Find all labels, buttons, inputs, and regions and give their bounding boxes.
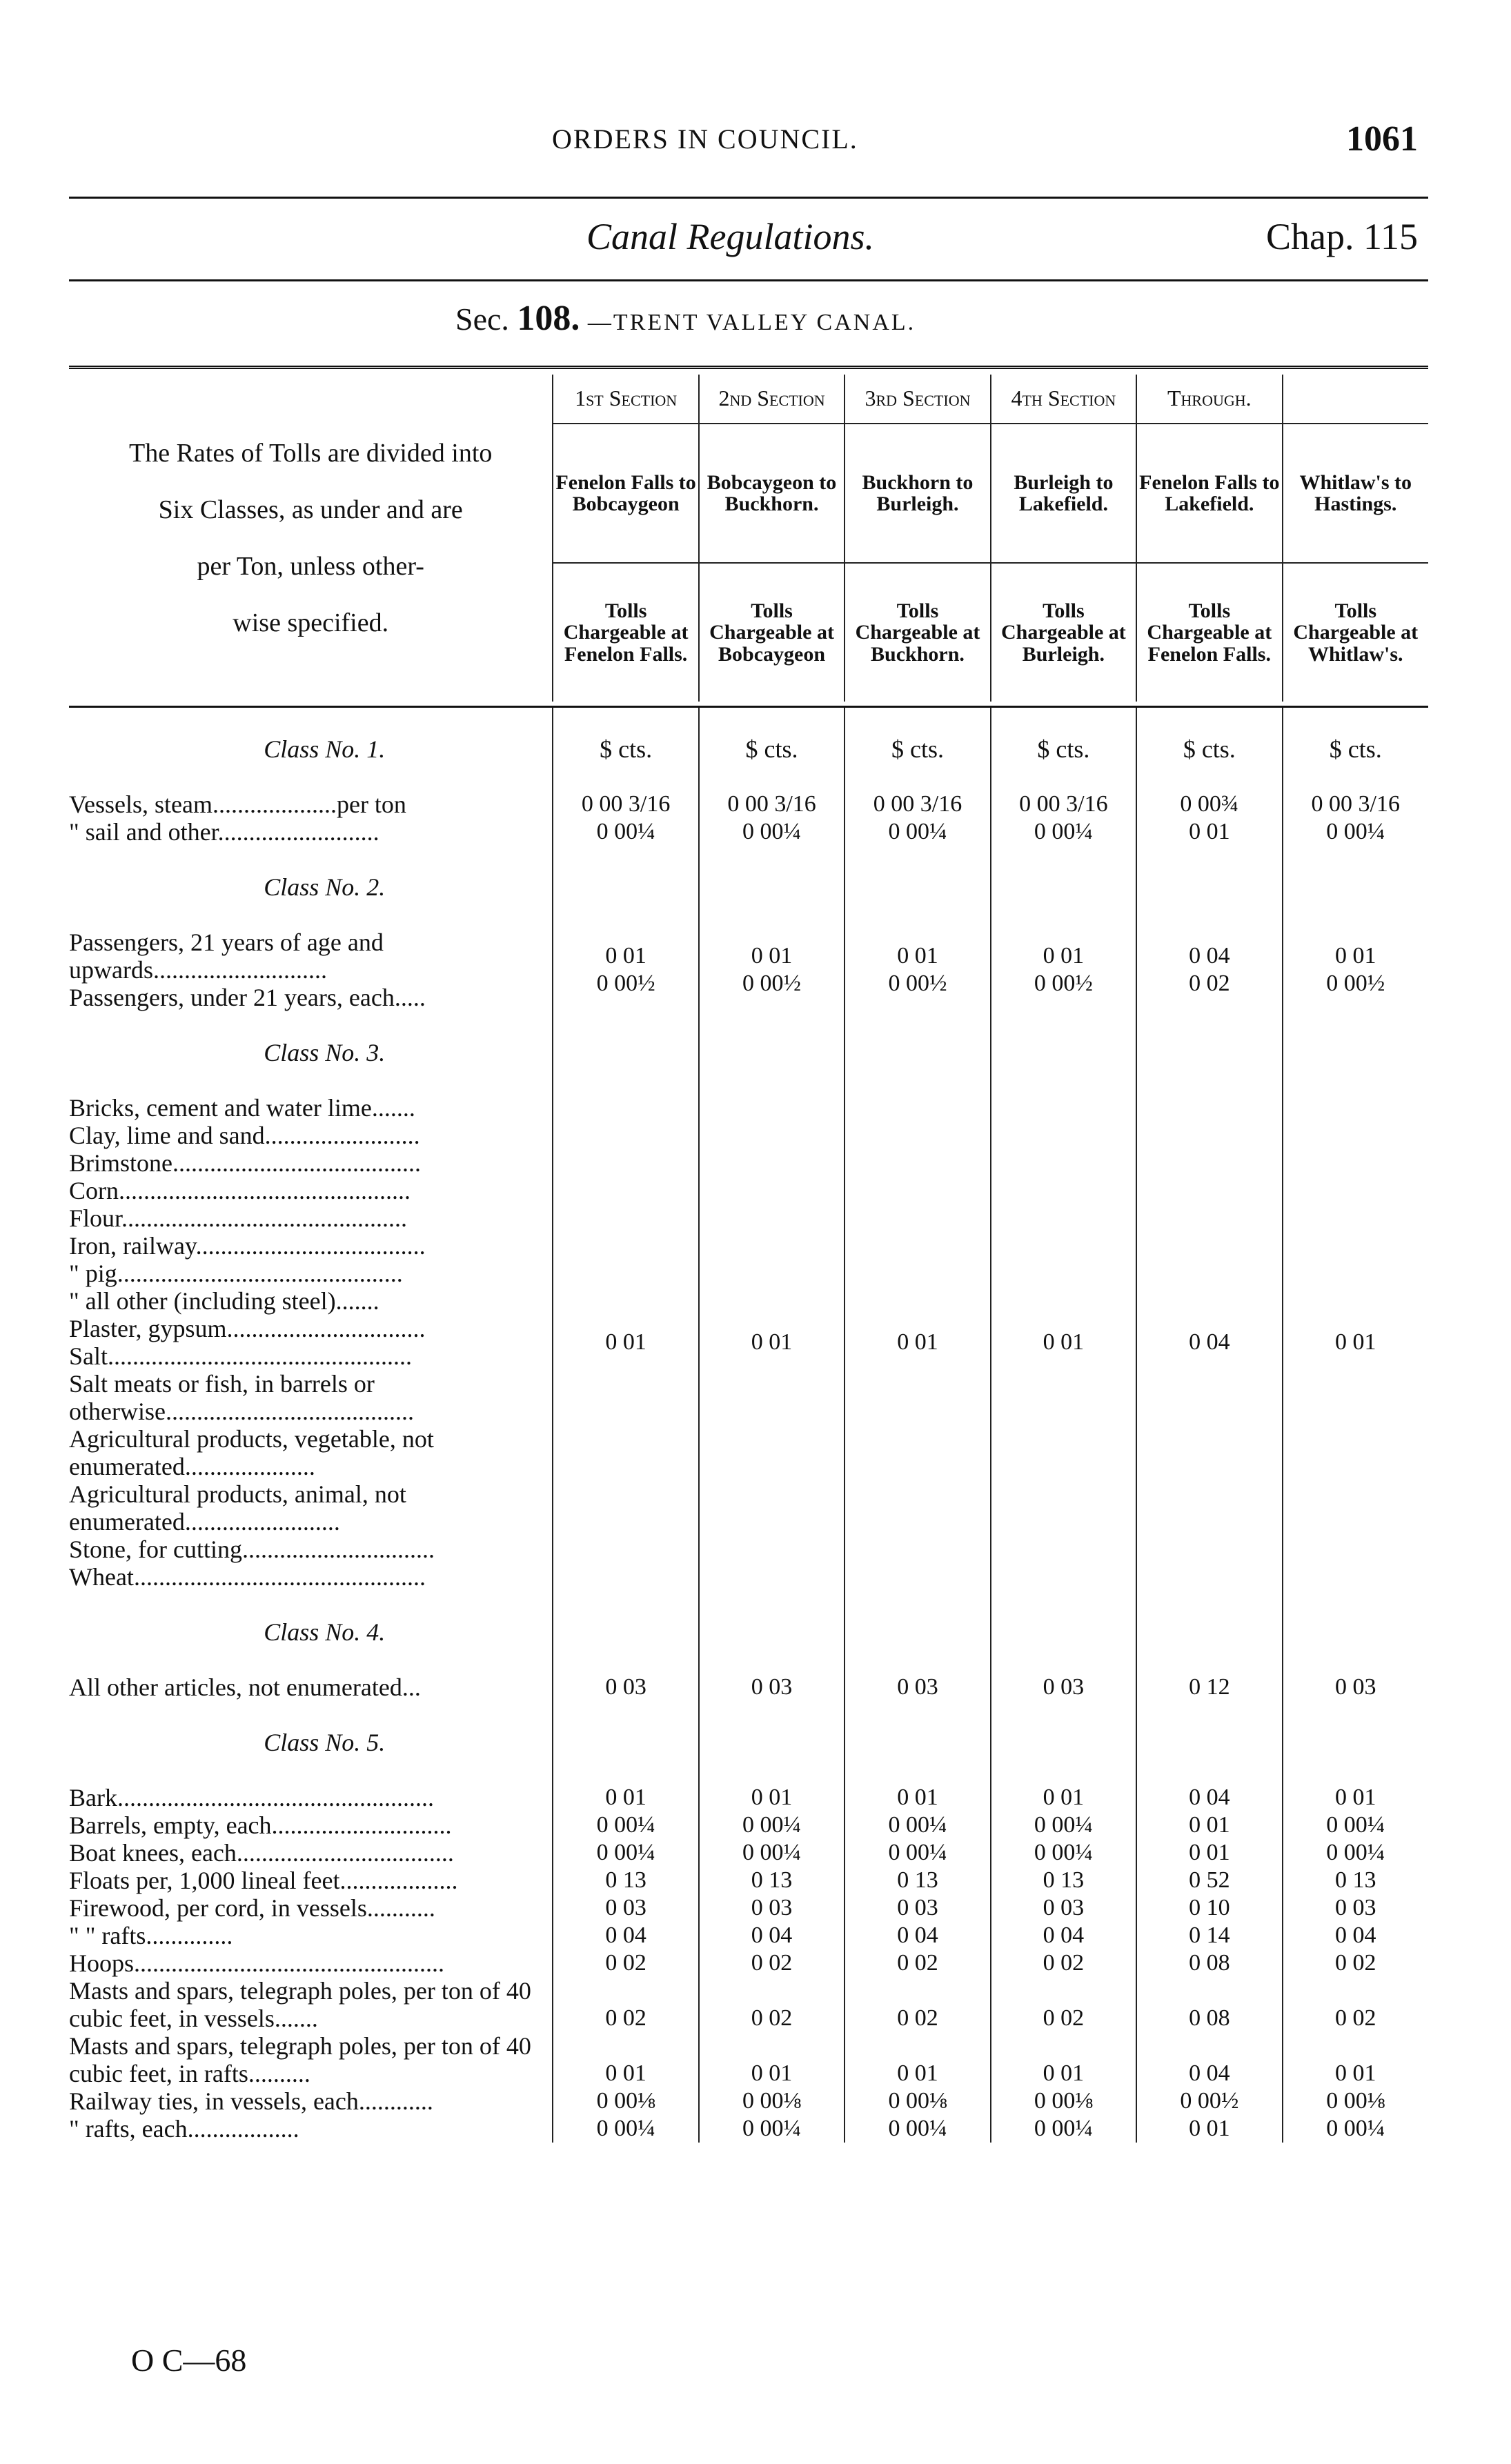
toll-value: 0 01 bbox=[553, 1094, 698, 1591]
toll-value: 0 01 0 00¼ 0 00¼ 0 13 0 03 0 04 0 02 0 02 0 01 0 00⅛ 0 00¼ bbox=[553, 1784, 698, 2143]
subtitle-rule bbox=[69, 279, 1428, 281]
unit-label bbox=[553, 846, 698, 928]
item-name: Agricultural products, animal, not enumerated......................... bbox=[69, 1480, 406, 1536]
unit-label bbox=[1136, 1591, 1282, 1673]
unit-label: $ cts. bbox=[1136, 707, 1282, 791]
section-number: 108. bbox=[517, 299, 580, 338]
unit-label bbox=[991, 1701, 1136, 1784]
class-row bbox=[69, 846, 1428, 928]
item-name: " pig.............................................. bbox=[69, 1260, 403, 1287]
table-body bbox=[69, 368, 1428, 2143]
section-prefix: Sec. bbox=[455, 301, 509, 337]
page-subtitle: Canal Regulations. bbox=[586, 216, 874, 257]
unit-label bbox=[553, 1591, 698, 1673]
rule-cell bbox=[991, 702, 1136, 707]
intro-line: per Ton, unless other- bbox=[197, 552, 424, 581]
unit-label bbox=[1136, 1011, 1282, 1094]
toll-value: 0 01 0 00¼ 0 00¼ 0 13 0 03 0 04 0 02 0 02 0 01 0 00⅛ 0 00¼ bbox=[699, 1784, 845, 2143]
item-name: Flour.............................................. bbox=[69, 1204, 408, 1232]
column-section: 1st Section bbox=[553, 375, 698, 424]
class-row bbox=[69, 1591, 1428, 1673]
class-label: Class No. 5. bbox=[264, 1729, 386, 1756]
toll-value: 0 03 bbox=[553, 1673, 698, 1701]
rule-cell bbox=[69, 368, 553, 375]
toll-value: 0 00 3/16 0 00¼ bbox=[1283, 791, 1428, 846]
item-name: Salt meats or fish, in barrels or otherwise........................................ bbox=[69, 1370, 414, 1425]
section-title: —TRENT VALLEY CANAL. bbox=[587, 310, 916, 335]
item-list bbox=[69, 1784, 553, 2143]
column-route: Fenelon Falls to Lakefield. bbox=[1136, 424, 1282, 563]
toll-value: 0 01 bbox=[699, 1094, 845, 1591]
table-intro bbox=[69, 375, 553, 702]
chapter-label: Chap. 115 bbox=[1266, 216, 1418, 257]
item-name: " " rafts.............. bbox=[69, 1922, 233, 1949]
item-name: Vessels, steam....................per ton bbox=[69, 791, 406, 818]
column-tolls: Tolls Chargeable at Fenelon Falls. bbox=[1136, 563, 1282, 702]
unit-label bbox=[845, 1591, 990, 1673]
column-section: 4th Section bbox=[991, 375, 1136, 424]
column-tolls: Tolls Chargeable at Bobcaygeon bbox=[699, 563, 845, 702]
toll-value: 0 00 3/16 0 00¼ bbox=[991, 791, 1136, 846]
item-name: Bricks, cement and water lime....... bbox=[69, 1094, 415, 1122]
table-row bbox=[69, 1784, 1428, 2143]
toll-value: 0 01 0 00½ bbox=[991, 928, 1136, 1011]
unit-label bbox=[991, 846, 1136, 928]
item-name: All other articles, not enumerated... bbox=[69, 1673, 421, 1701]
column-section: 2nd Section bbox=[699, 375, 845, 424]
toll-value: 0 00¾ 0 01 bbox=[1136, 791, 1282, 846]
toll-value: 0 00 3/16 0 00¼ bbox=[699, 791, 845, 846]
item-name: Passengers, under 21 years, each..... bbox=[69, 984, 426, 1011]
unit-label: $ cts. bbox=[699, 707, 845, 791]
column-tolls: Tolls Chargeable at Fenelon Falls. bbox=[553, 563, 698, 702]
unit-label bbox=[699, 1701, 845, 1784]
item-name: Plaster, gypsum................................ bbox=[69, 1315, 426, 1342]
column-route: Fenelon Falls to Bobcaygeon bbox=[553, 424, 698, 563]
section-row bbox=[69, 375, 1428, 424]
unit-label bbox=[991, 1591, 1136, 1673]
toll-value: 0 01 0 00½ bbox=[553, 928, 698, 1011]
rule-cell bbox=[845, 702, 990, 707]
toll-value: 0 01 bbox=[991, 1094, 1136, 1591]
column-tolls: Tolls Chargeable at Buckhorn. bbox=[845, 563, 990, 702]
running-title: ORDERS IN COUNCIL. bbox=[552, 123, 858, 155]
class-row bbox=[69, 1011, 1428, 1094]
rule-cell bbox=[845, 368, 990, 375]
toll-value: 0 00 3/16 0 00¼ bbox=[845, 791, 990, 846]
unit-label bbox=[1136, 846, 1282, 928]
toll-value: 0 01 0 00½ bbox=[1283, 928, 1428, 1011]
item-name: Floats per, 1,000 lineal feet................... bbox=[69, 1867, 458, 1894]
rule-cell bbox=[991, 368, 1136, 375]
rule-cell bbox=[1283, 702, 1428, 707]
header-bottom-rule bbox=[69, 702, 1428, 707]
toll-value: 0 03 bbox=[699, 1673, 845, 1701]
unit-label: $ cts. bbox=[991, 707, 1136, 791]
item-list bbox=[69, 1673, 553, 1701]
item-list bbox=[69, 791, 553, 846]
column-tolls: Tolls Chargeable at Burleigh. bbox=[991, 563, 1136, 702]
column-route: Bobcaygeon to Buckhorn. bbox=[699, 424, 845, 563]
toll-value: 0 03 bbox=[1283, 1673, 1428, 1701]
item-name: Wheat............................................... bbox=[69, 1563, 426, 1591]
item-name: Salt................................................. bbox=[69, 1342, 413, 1370]
rule-cell bbox=[1136, 368, 1282, 375]
page-number: 1061 bbox=[1346, 119, 1418, 159]
item-name: Iron, railway..................................... bbox=[69, 1232, 426, 1260]
section-heading bbox=[455, 298, 916, 339]
intro-line: The Rates of Tolls are divided into bbox=[129, 439, 493, 468]
toll-value: 0 04 0 02 bbox=[1136, 928, 1282, 1011]
unit-label bbox=[1283, 846, 1428, 928]
column-route: Burleigh to Lakefield. bbox=[991, 424, 1136, 563]
item-name: " all other (including steel)....... bbox=[69, 1287, 379, 1315]
item-name: Agricultural products, vegetable, not enumerated..................... bbox=[69, 1425, 434, 1480]
toll-value: 0 01 0 00½ bbox=[845, 928, 990, 1011]
column-route: Buckhorn to Burleigh. bbox=[845, 424, 990, 563]
class-label: Class No. 3. bbox=[264, 1039, 386, 1066]
toll-value: 0 00 3/16 0 00¼ bbox=[553, 791, 698, 846]
column-tolls: Tolls Chargeable at Whitlaw's. bbox=[1283, 563, 1428, 702]
table-top-rule bbox=[69, 368, 1428, 375]
column-section: 3rd Section bbox=[845, 375, 990, 424]
unit-label bbox=[845, 1701, 990, 1784]
class-label: Class No. 1. bbox=[264, 735, 386, 763]
unit-label: $ cts. bbox=[553, 707, 698, 791]
item-name: Passengers, 21 years of age and upwards............................ bbox=[69, 928, 384, 984]
item-name: Stone, for cutting............................... bbox=[69, 1536, 435, 1563]
item-name: Barrels, empty, each............................. bbox=[69, 1811, 452, 1839]
unit-label: $ cts. bbox=[1283, 707, 1428, 791]
toll-value: 0 01 0 00¼ 0 00¼ 0 13 0 03 0 04 0 02 0 02 0 01 0 00⅛ 0 00¼ bbox=[991, 1784, 1136, 2143]
rule-cell bbox=[553, 702, 698, 707]
toll-value: 0 04 0 01 0 01 0 52 0 10 0 14 0 08 0 08 0 04 0 00½ 0 01 bbox=[1136, 1784, 1282, 2143]
header-rule bbox=[69, 197, 1428, 199]
toll-value: 0 03 bbox=[991, 1673, 1136, 1701]
rule-cell bbox=[699, 702, 845, 707]
column-section bbox=[1283, 375, 1428, 424]
rule-cell bbox=[553, 368, 698, 375]
unit-label bbox=[1283, 1701, 1428, 1784]
class-row bbox=[69, 707, 1428, 791]
class-row bbox=[69, 1701, 1428, 1784]
item-name: Corn............................................... bbox=[69, 1177, 411, 1204]
intro-line: wise specified. bbox=[233, 608, 389, 637]
item-name: Boat knees, each................................... bbox=[69, 1839, 454, 1867]
unit-label bbox=[1136, 1701, 1282, 1784]
toll-value: 0 12 bbox=[1136, 1673, 1282, 1701]
unit-label bbox=[1283, 1011, 1428, 1094]
toll-value: 0 01 0 00½ bbox=[699, 928, 845, 1011]
table-row bbox=[69, 1673, 1428, 1701]
item-name: Bark................................................... bbox=[69, 1784, 434, 1811]
toll-value: 0 01 0 00¼ 0 00¼ 0 13 0 03 0 04 0 02 0 02 0 01 0 00⅛ 0 00¼ bbox=[845, 1784, 990, 2143]
unit-label: $ cts. bbox=[845, 707, 990, 791]
toll-value: 0 03 bbox=[845, 1673, 990, 1701]
toll-value: 0 01 bbox=[845, 1094, 990, 1591]
toll-value: 0 01 bbox=[1283, 1094, 1428, 1591]
item-name: Firewood, per cord, in vessels........... bbox=[69, 1894, 435, 1922]
item-name: Hoops.................................................. bbox=[69, 1949, 445, 1977]
item-name: Brimstone........................................ bbox=[69, 1149, 421, 1177]
column-route: Whitlaw's to Hastings. bbox=[1283, 424, 1428, 563]
table-row bbox=[69, 928, 1428, 1011]
rule-cell bbox=[1283, 368, 1428, 375]
item-name: Clay, lime and sand......................... bbox=[69, 1122, 420, 1149]
item-name: Railway ties, in vessels, each............ bbox=[69, 2087, 433, 2115]
class-label: Class No. 2. bbox=[264, 873, 386, 901]
class-label: Class No. 4. bbox=[264, 1618, 386, 1646]
toll-value: 0 01 0 00¼ 0 00¼ 0 13 0 03 0 04 0 02 0 02 0 01 0 00⅛ 0 00¼ bbox=[1283, 1784, 1428, 2143]
item-name: Masts and spars, telegraph poles, per ton of 40 cubic feet, in vessels....... bbox=[69, 1977, 531, 2032]
intro-line: Six Classes, as under and are bbox=[158, 495, 463, 524]
unit-label bbox=[991, 1011, 1136, 1094]
item-name: Masts and spars, telegraph poles, per ton of 40 cubic feet, in rafts.......... bbox=[69, 2032, 531, 2087]
table-row bbox=[69, 1094, 1428, 1591]
item-list bbox=[69, 1094, 553, 1591]
rule-cell bbox=[1136, 702, 1282, 707]
unit-label bbox=[553, 1011, 698, 1094]
item-list bbox=[69, 928, 553, 1011]
unit-label bbox=[699, 846, 845, 928]
toll-value: 0 04 bbox=[1136, 1094, 1282, 1591]
unit-label bbox=[553, 1701, 698, 1784]
column-section: Through. bbox=[1136, 375, 1282, 424]
signature-mark: O C—68 bbox=[131, 2343, 247, 2378]
unit-label bbox=[699, 1011, 845, 1094]
unit-label bbox=[845, 846, 990, 928]
rule-cell bbox=[699, 368, 845, 375]
unit-label bbox=[845, 1011, 990, 1094]
item-name: " rafts, each.................. bbox=[69, 2115, 299, 2143]
table-row bbox=[69, 791, 1428, 846]
toll-table bbox=[69, 366, 1428, 2143]
unit-label bbox=[1283, 1591, 1428, 1673]
unit-label bbox=[699, 1591, 845, 1673]
item-name: " sail and other.......................... bbox=[69, 818, 379, 846]
rule-cell bbox=[69, 702, 553, 707]
